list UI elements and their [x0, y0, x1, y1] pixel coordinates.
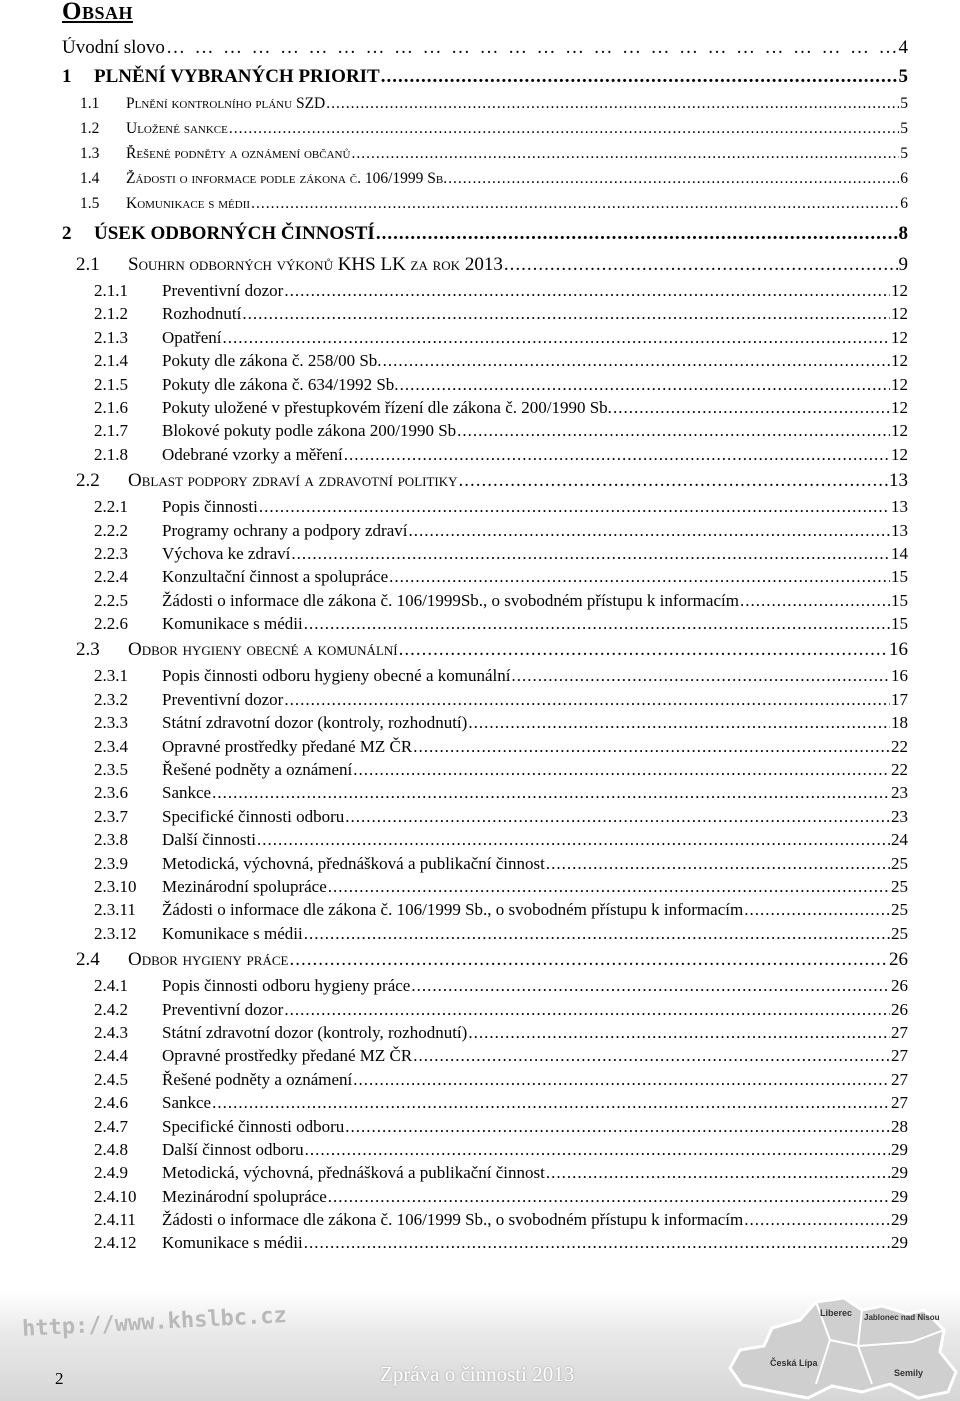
- map-label-liberec: Liberec: [820, 1308, 853, 1318]
- toc-dot-leader: [251, 195, 899, 213]
- toc-dot-leader: [411, 976, 890, 996]
- toc-entry-title: Pokuty dle zákona č. 258/00 Sb.: [162, 351, 382, 371]
- toc-entry-page: 25: [891, 876, 908, 896]
- toc-entry-page: 29: [891, 1139, 908, 1159]
- toc-entry-page: 5: [900, 95, 908, 112]
- toc-entry-title: Popis činnosti odboru hygieny práce: [162, 976, 411, 996]
- toc-entry-number: 2.3.6: [94, 783, 128, 803]
- toc-dot-leader: [468, 713, 890, 733]
- toc-entry-title: Žádosti o informace dle zákona č. 106/1999 Sb., o svobodném přístupu k informacím: [162, 1210, 744, 1230]
- toc-dot-leader: [546, 854, 890, 874]
- toc-dot-leader: [305, 1140, 890, 1160]
- toc-entry[interactable]: [62, 713, 908, 736]
- toc-entry-page: 18: [891, 713, 908, 733]
- toc-entry[interactable]: [62, 304, 908, 327]
- toc-dot-leader: [504, 254, 898, 276]
- toc-entry-number: 2.1: [76, 254, 100, 275]
- toc-entry-page: 16: [889, 639, 908, 661]
- toc-entry-title: Státní zdravotní dozor (kontroly, rozhodnutí): [162, 713, 468, 733]
- toc-entry[interactable]: [62, 877, 908, 900]
- toc-entry-number: 2.1.7: [94, 421, 128, 441]
- map-label-semily: Semily: [894, 1368, 924, 1378]
- toc-entry-page: 24: [891, 830, 908, 850]
- toc-entry-number: 2.3: [76, 639, 100, 661]
- toc-dot-leader: [353, 760, 890, 780]
- toc-entry-page: 27: [891, 1069, 908, 1089]
- toc-entry-number: 2.4.10: [94, 1186, 137, 1206]
- toc-dot-leader: [511, 666, 890, 686]
- toc-entry[interactable]: [62, 1233, 908, 1256]
- toc-entry[interactable]: [62, 1023, 908, 1046]
- toc-entry-title: Komunikace s médii: [162, 923, 303, 943]
- toc-entry-number: 2.4.11: [94, 1210, 136, 1230]
- toc-entry-number: 2.4.5: [94, 1069, 128, 1089]
- toc-entry-number: 2.2.3: [94, 543, 128, 563]
- toc-entry[interactable]: [62, 637, 908, 666]
- toc-entry[interactable]: [62, 195, 908, 220]
- toc-entry-title: Další činnosti: [162, 830, 256, 850]
- toc-dot-leader: [389, 567, 890, 587]
- toc-entry-page: 13: [891, 497, 908, 517]
- toc-dot-leader: [328, 1187, 890, 1207]
- toc-entry-title: ÚSEK ODBORNÝCH ČINNOSTÍ: [94, 223, 375, 244]
- toc-entry-number: 2.3.8: [94, 830, 128, 850]
- toc-entry-number: 2.1.2: [94, 304, 128, 324]
- toc-entry-page: 6: [900, 170, 908, 187]
- toc-dot-leader: [399, 639, 888, 661]
- toc-dot-leader: [376, 223, 898, 245]
- toc-entry[interactable]: [62, 760, 908, 783]
- toc-entry-page: 27: [891, 1093, 908, 1113]
- toc-entry-page: 13: [891, 520, 908, 540]
- toc-entry[interactable]: [62, 497, 908, 520]
- toc-dot-leader: [413, 737, 890, 757]
- toc-entry-title: Výchova ke zdraví: [162, 543, 291, 563]
- toc-entry-page: 26: [891, 976, 908, 996]
- toc-entry-number: 2.2.4: [94, 567, 128, 587]
- toc-entry[interactable]: [62, 281, 908, 304]
- toc-entry[interactable]: [62, 976, 908, 999]
- toc-entry-number: 1.1: [80, 95, 100, 112]
- toc-entry-number: 2.4.2: [94, 999, 128, 1019]
- toc-entry-number: 2.4.6: [94, 1093, 128, 1113]
- map-label-ceska-lipa: Česká Lípa: [770, 1358, 818, 1368]
- toc-entry-page: 12: [891, 304, 908, 324]
- toc-entry-page: 8: [898, 223, 908, 244]
- toc-dot-leader: [400, 375, 890, 395]
- toc-entry-title: Další činnost odboru: [162, 1139, 304, 1159]
- toc-entry-number: 2.4.7: [94, 1116, 128, 1136]
- toc-entry[interactable]: [62, 421, 908, 444]
- toc-entry-number: 2.3.4: [94, 736, 128, 756]
- toc-dot-leader: [304, 1233, 890, 1253]
- toc-entry-title: Rozhodnutí: [162, 304, 242, 324]
- toc-entry-number: 2.4.4: [94, 1046, 128, 1066]
- toc-entry-page: 14: [891, 543, 908, 563]
- toc-entry-title: Žádosti o informace podle zákona č. 106/1999 Sb.: [126, 170, 448, 187]
- toc-entry-number: 2.2.6: [94, 614, 128, 634]
- toc-entry-page: 6: [900, 195, 908, 212]
- toc-entry-title: Státní zdravotní dozor (kontroly, rozhodnutí): [162, 1022, 468, 1042]
- toc-entry-page: 15: [891, 614, 908, 634]
- toc-entry[interactable]: [62, 252, 908, 281]
- toc-dot-leader: [328, 877, 890, 897]
- toc-dot-leader: [744, 900, 890, 920]
- toc-entry[interactable]: [62, 1000, 908, 1023]
- toc-entry[interactable]: [62, 1093, 908, 1116]
- toc-dot-leader: [222, 328, 890, 348]
- toc-entry-page: 29: [891, 1186, 908, 1206]
- toc-entry-page: 9: [898, 254, 908, 275]
- page-number: 2: [55, 1369, 64, 1388]
- toc-entry-number: 2.3.10: [94, 876, 137, 896]
- toc-entry-title: Uložené sankce: [126, 120, 228, 137]
- toc-entry-title: Pokuty dle zákona č. 634/1992 Sb.: [162, 374, 399, 394]
- toc-entry-page: 29: [891, 1233, 908, 1253]
- toc-dot-leader: [459, 470, 888, 492]
- toc-dot-leader: [259, 497, 890, 517]
- toc-entry-title: Řešené podněty a oznámení: [162, 760, 353, 780]
- toc-entry-page: 27: [891, 1022, 908, 1042]
- toc-dot-leader: [546, 1163, 890, 1183]
- toc-entry[interactable]: [62, 521, 908, 544]
- toc-entry-number: 2.3.7: [94, 806, 128, 826]
- toc-entry[interactable]: [62, 900, 908, 923]
- toc-entry-page: 23: [891, 783, 908, 803]
- toc-entry-number: 2.1.3: [94, 327, 128, 347]
- toc-entry[interactable]: [62, 351, 908, 374]
- toc-entry-title: Opatření: [162, 327, 222, 347]
- toc-entry-number: 1.2: [80, 120, 100, 137]
- toc-entry[interactable]: [62, 468, 908, 497]
- toc-entry-page: 23: [891, 806, 908, 826]
- toc-entry[interactable]: [62, 1140, 908, 1163]
- toc-entry-number: 2.4.8: [94, 1139, 128, 1159]
- toc-entry[interactable]: [62, 567, 908, 590]
- toc-dot-leader: [351, 145, 899, 163]
- toc-entry-number: 2: [62, 223, 72, 244]
- toc-dot-leader: [413, 1046, 890, 1066]
- toc-entry-title: Sankce: [162, 1093, 212, 1113]
- toc-entry[interactable]: [62, 375, 908, 398]
- toc-entry-number: 1: [62, 66, 72, 87]
- table-of-contents: [62, 37, 908, 1257]
- toc-dot-leader: [212, 1093, 890, 1113]
- toc-entry[interactable]: [62, 1046, 908, 1069]
- toc-entry-title: Mezinárodní spolupráce: [162, 876, 327, 896]
- toc-entry[interactable]: [62, 37, 908, 63]
- toc-entry-number: 2.3.12: [94, 923, 137, 943]
- toc-entry-title: Specifické činnosti odboru: [162, 1116, 345, 1136]
- toc-entry[interactable]: [62, 328, 908, 351]
- toc-entry-title: Konzultační činnost a spolupráce: [162, 567, 389, 587]
- toc-entry-page: 5: [900, 145, 908, 162]
- toc-entry-number: 2.4: [76, 949, 100, 971]
- toc-entry-page: 5: [900, 120, 908, 137]
- toc-dot-leader: [345, 807, 890, 827]
- toc-entry[interactable]: [62, 544, 908, 567]
- toc-entry-number: 1.4: [80, 170, 100, 187]
- toc-dot-leader: [408, 521, 890, 541]
- toc-entry[interactable]: [62, 445, 908, 468]
- toc-dot-leader: [257, 830, 890, 850]
- toc-entry[interactable]: [62, 666, 908, 689]
- toc-entry-page: 26: [891, 999, 908, 1019]
- toc-entry-number: 1.5: [80, 195, 100, 212]
- toc-dot-leader: [344, 445, 890, 465]
- toc-entry-number: 2.3.2: [94, 689, 128, 709]
- toc-dot-leader: [448, 170, 899, 188]
- toc-entry[interactable]: [62, 690, 908, 713]
- toc-entry-number: 2.3.11: [94, 900, 136, 920]
- toc-entry-number: 2.2.5: [94, 590, 128, 610]
- toc-entry-page: 28: [891, 1116, 908, 1136]
- toc-entry-title: Preventivní dozor: [162, 689, 284, 709]
- toc-dot-leader: [740, 591, 890, 611]
- toc-entry-page: 13: [889, 470, 908, 492]
- toc-entry[interactable]: [62, 807, 908, 830]
- toc-entry-title: Specifické činnosti odboru: [162, 806, 345, 826]
- toc-entry-title: Odebrané vzorky a měření: [162, 444, 343, 464]
- toc-entry[interactable]: [62, 947, 908, 976]
- toc-entry-page: 25: [891, 923, 908, 943]
- toc-entry-title: Žádosti o informace dle zákona č. 106/1999 Sb., o svobodném přístupu k informacím: [162, 900, 744, 920]
- toc-dot-leader: [304, 614, 890, 634]
- toc-entry-page: 25: [891, 900, 908, 920]
- toc-entry-title: Opravné prostředky předané MZ ČR: [162, 736, 413, 756]
- toc-entry-number: 2.2: [76, 470, 100, 492]
- toc-entry-page: 4: [898, 37, 908, 58]
- toc-entry-title: Metodická, výchovná, přednášková a publikační činnost: [162, 853, 545, 873]
- toc-entry-page: 12: [891, 351, 908, 371]
- toc-entry-page: 12: [891, 281, 908, 300]
- toc-entry-title: Popis činnosti: [162, 497, 258, 517]
- toc-entry-page: 17: [891, 689, 908, 709]
- toc-entry-page: 15: [891, 590, 908, 610]
- toc-entry-title: Plnění kontrolního plánu SZD: [126, 95, 326, 112]
- toc-entry-page: 12: [891, 374, 908, 394]
- toc-entry[interactable]: [62, 170, 908, 195]
- toc-entry-title: Preventivní dozor: [162, 281, 284, 300]
- toc-dot-leader: [284, 281, 890, 301]
- toc-entry-title: Preventivní dozor: [162, 999, 284, 1019]
- toc-entry-title: Komunikace s médii: [162, 614, 303, 634]
- toc-dot-leader: [242, 304, 890, 324]
- toc-entry-number: 2.1.1: [94, 281, 128, 300]
- toc-dot-leader: [284, 1000, 890, 1020]
- toc-dot-leader: [457, 421, 890, 441]
- toc-entry-title: Odbor hygieny práce: [128, 949, 289, 971]
- toc-entry-title: Oblast podpory zdraví a zdravotní politiky: [128, 470, 458, 492]
- toc-entry-number: 2.1.8: [94, 444, 128, 464]
- map-label-jablonec: Jablonec nad Nisou: [864, 1313, 940, 1322]
- toc-entry[interactable]: [62, 1117, 908, 1140]
- toc-entry-page: 12: [891, 327, 908, 347]
- toc-entry-title: Komunikace s médii: [126, 195, 251, 212]
- toc-entry-title: Řešené podněty a oznámení: [162, 1069, 353, 1089]
- toc-dot-leader: [381, 66, 898, 88]
- toc-dot-leader: [613, 398, 890, 418]
- toc-entry-title: Metodická, výchovná, přednášková a publikační činnost: [162, 1163, 545, 1183]
- toc-entry-number: 2.4.12: [94, 1233, 137, 1253]
- footer-url: http://www.khslbc.cz: [21, 1303, 288, 1342]
- toc-entry-page: 25: [891, 853, 908, 873]
- toc-entry-page: 22: [891, 736, 908, 756]
- toc-entry[interactable]: [62, 120, 908, 145]
- toc-entry-page: 12: [891, 421, 908, 441]
- toc-dot-leader: [212, 783, 890, 803]
- toc-entry[interactable]: [62, 63, 908, 95]
- toc-dot-leader: [166, 37, 898, 59]
- toc-entry-title: Úvodní slovo: [62, 37, 165, 58]
- toc-dot-leader: [289, 949, 888, 971]
- toc-entry-page: 12: [891, 397, 908, 417]
- toc-entry-page: 16: [891, 666, 908, 686]
- toc-entry[interactable]: [62, 1163, 908, 1186]
- toc-entry-title: PLNĚNÍ VYBRANÝCH PRIORIT: [94, 66, 380, 87]
- toc-entry-number: 2.2.2: [94, 520, 128, 540]
- toc-entry-page: 15: [891, 567, 908, 587]
- toc-entry-title: Opravné prostředky předané MZ ČR: [162, 1046, 413, 1066]
- toc-entry-page: 12: [891, 444, 908, 464]
- toc-dot-leader: [291, 544, 890, 564]
- toc-entry-number: 2.3.3: [94, 713, 128, 733]
- toc-dot-leader: [468, 1023, 890, 1043]
- toc-entry-number: 1.3: [80, 145, 100, 162]
- toc-dot-leader: [304, 924, 890, 944]
- toc-entry[interactable]: [62, 398, 908, 421]
- report-title: Zpráva o činnosti 2013: [380, 1362, 575, 1386]
- toc-entry[interactable]: [62, 220, 908, 252]
- toc-entry-number: 2.3.1: [94, 666, 128, 686]
- toc-entry-page: 5: [898, 66, 908, 87]
- toc-dot-leader: [744, 1210, 890, 1230]
- toc-entry-number: 2.4.3: [94, 1022, 128, 1042]
- toc-entry-number: 2.1.4: [94, 351, 128, 371]
- toc-entry-title: Popis činnosti odboru hygieny obecné a komunální: [162, 666, 511, 686]
- toc-entry[interactable]: [62, 924, 908, 947]
- toc-entry-number: 2.4.9: [94, 1163, 128, 1183]
- toc-entry-title: Žádosti o informace dle zákona č. 106/1999Sb., o svobodném přístupu k informacím: [162, 590, 739, 610]
- toc-dot-leader: [353, 1070, 890, 1090]
- toc-dot-leader: [345, 1117, 890, 1137]
- toc-entry-title: Komunikace s médii: [162, 1233, 303, 1253]
- toc-entry-page: 29: [891, 1163, 908, 1183]
- toc-title: Obsah: [62, 0, 133, 25]
- toc-entry-number: 2.1.5: [94, 374, 128, 394]
- toc-entry-page: 27: [891, 1046, 908, 1066]
- toc-entry[interactable]: [62, 95, 908, 120]
- toc-entry[interactable]: [62, 830, 908, 853]
- toc-entry-title: Programy ochrany a podpory zdraví: [162, 520, 408, 540]
- toc-dot-leader: [284, 690, 890, 710]
- toc-entry-title: Řešené podněty a oznámení občanů: [126, 145, 351, 162]
- toc-entry[interactable]: [62, 614, 908, 637]
- toc-entry[interactable]: [62, 854, 908, 877]
- toc-entry[interactable]: [62, 783, 908, 806]
- toc-entry[interactable]: [62, 145, 908, 170]
- toc-entry-number: 2.4.1: [94, 976, 128, 996]
- toc-entry[interactable]: [62, 1210, 908, 1233]
- toc-dot-leader: [383, 351, 890, 371]
- toc-entry-page: 29: [891, 1210, 908, 1230]
- toc-entry-number: 2.2.1: [94, 497, 128, 517]
- toc-dot-leader: [229, 120, 899, 138]
- toc-entry[interactable]: [62, 1187, 908, 1210]
- toc-entry-title: Blokové pokuty podle zákona 200/1990 Sb: [162, 421, 457, 441]
- toc-dot-leader: [326, 95, 899, 113]
- toc-entry[interactable]: [62, 737, 908, 760]
- toc-entry-number: 2.3.5: [94, 760, 128, 780]
- toc-entry-title: Sankce: [162, 783, 212, 803]
- toc-entry-number: 2.3.9: [94, 853, 128, 873]
- toc-entry[interactable]: [62, 1070, 908, 1093]
- toc-entry-page: 26: [889, 949, 908, 971]
- toc-entry-page: 22: [891, 760, 908, 780]
- region-map-icon: [712, 1280, 960, 1401]
- toc-entry-title: Souhrn odborných výkonů KHS LK za rok 2013: [128, 254, 503, 275]
- toc-entry-title: Pokuty uložené v přestupkovém řízení dle zákona č. 200/1990 Sb.: [162, 397, 612, 417]
- toc-entry-title: Mezinárodní spolupráce: [162, 1186, 327, 1206]
- toc-entry-number: 2.1.6: [94, 397, 128, 417]
- toc-entry[interactable]: [62, 591, 908, 614]
- toc-entry-title: Odbor hygieny obecné a komunální: [128, 639, 398, 661]
